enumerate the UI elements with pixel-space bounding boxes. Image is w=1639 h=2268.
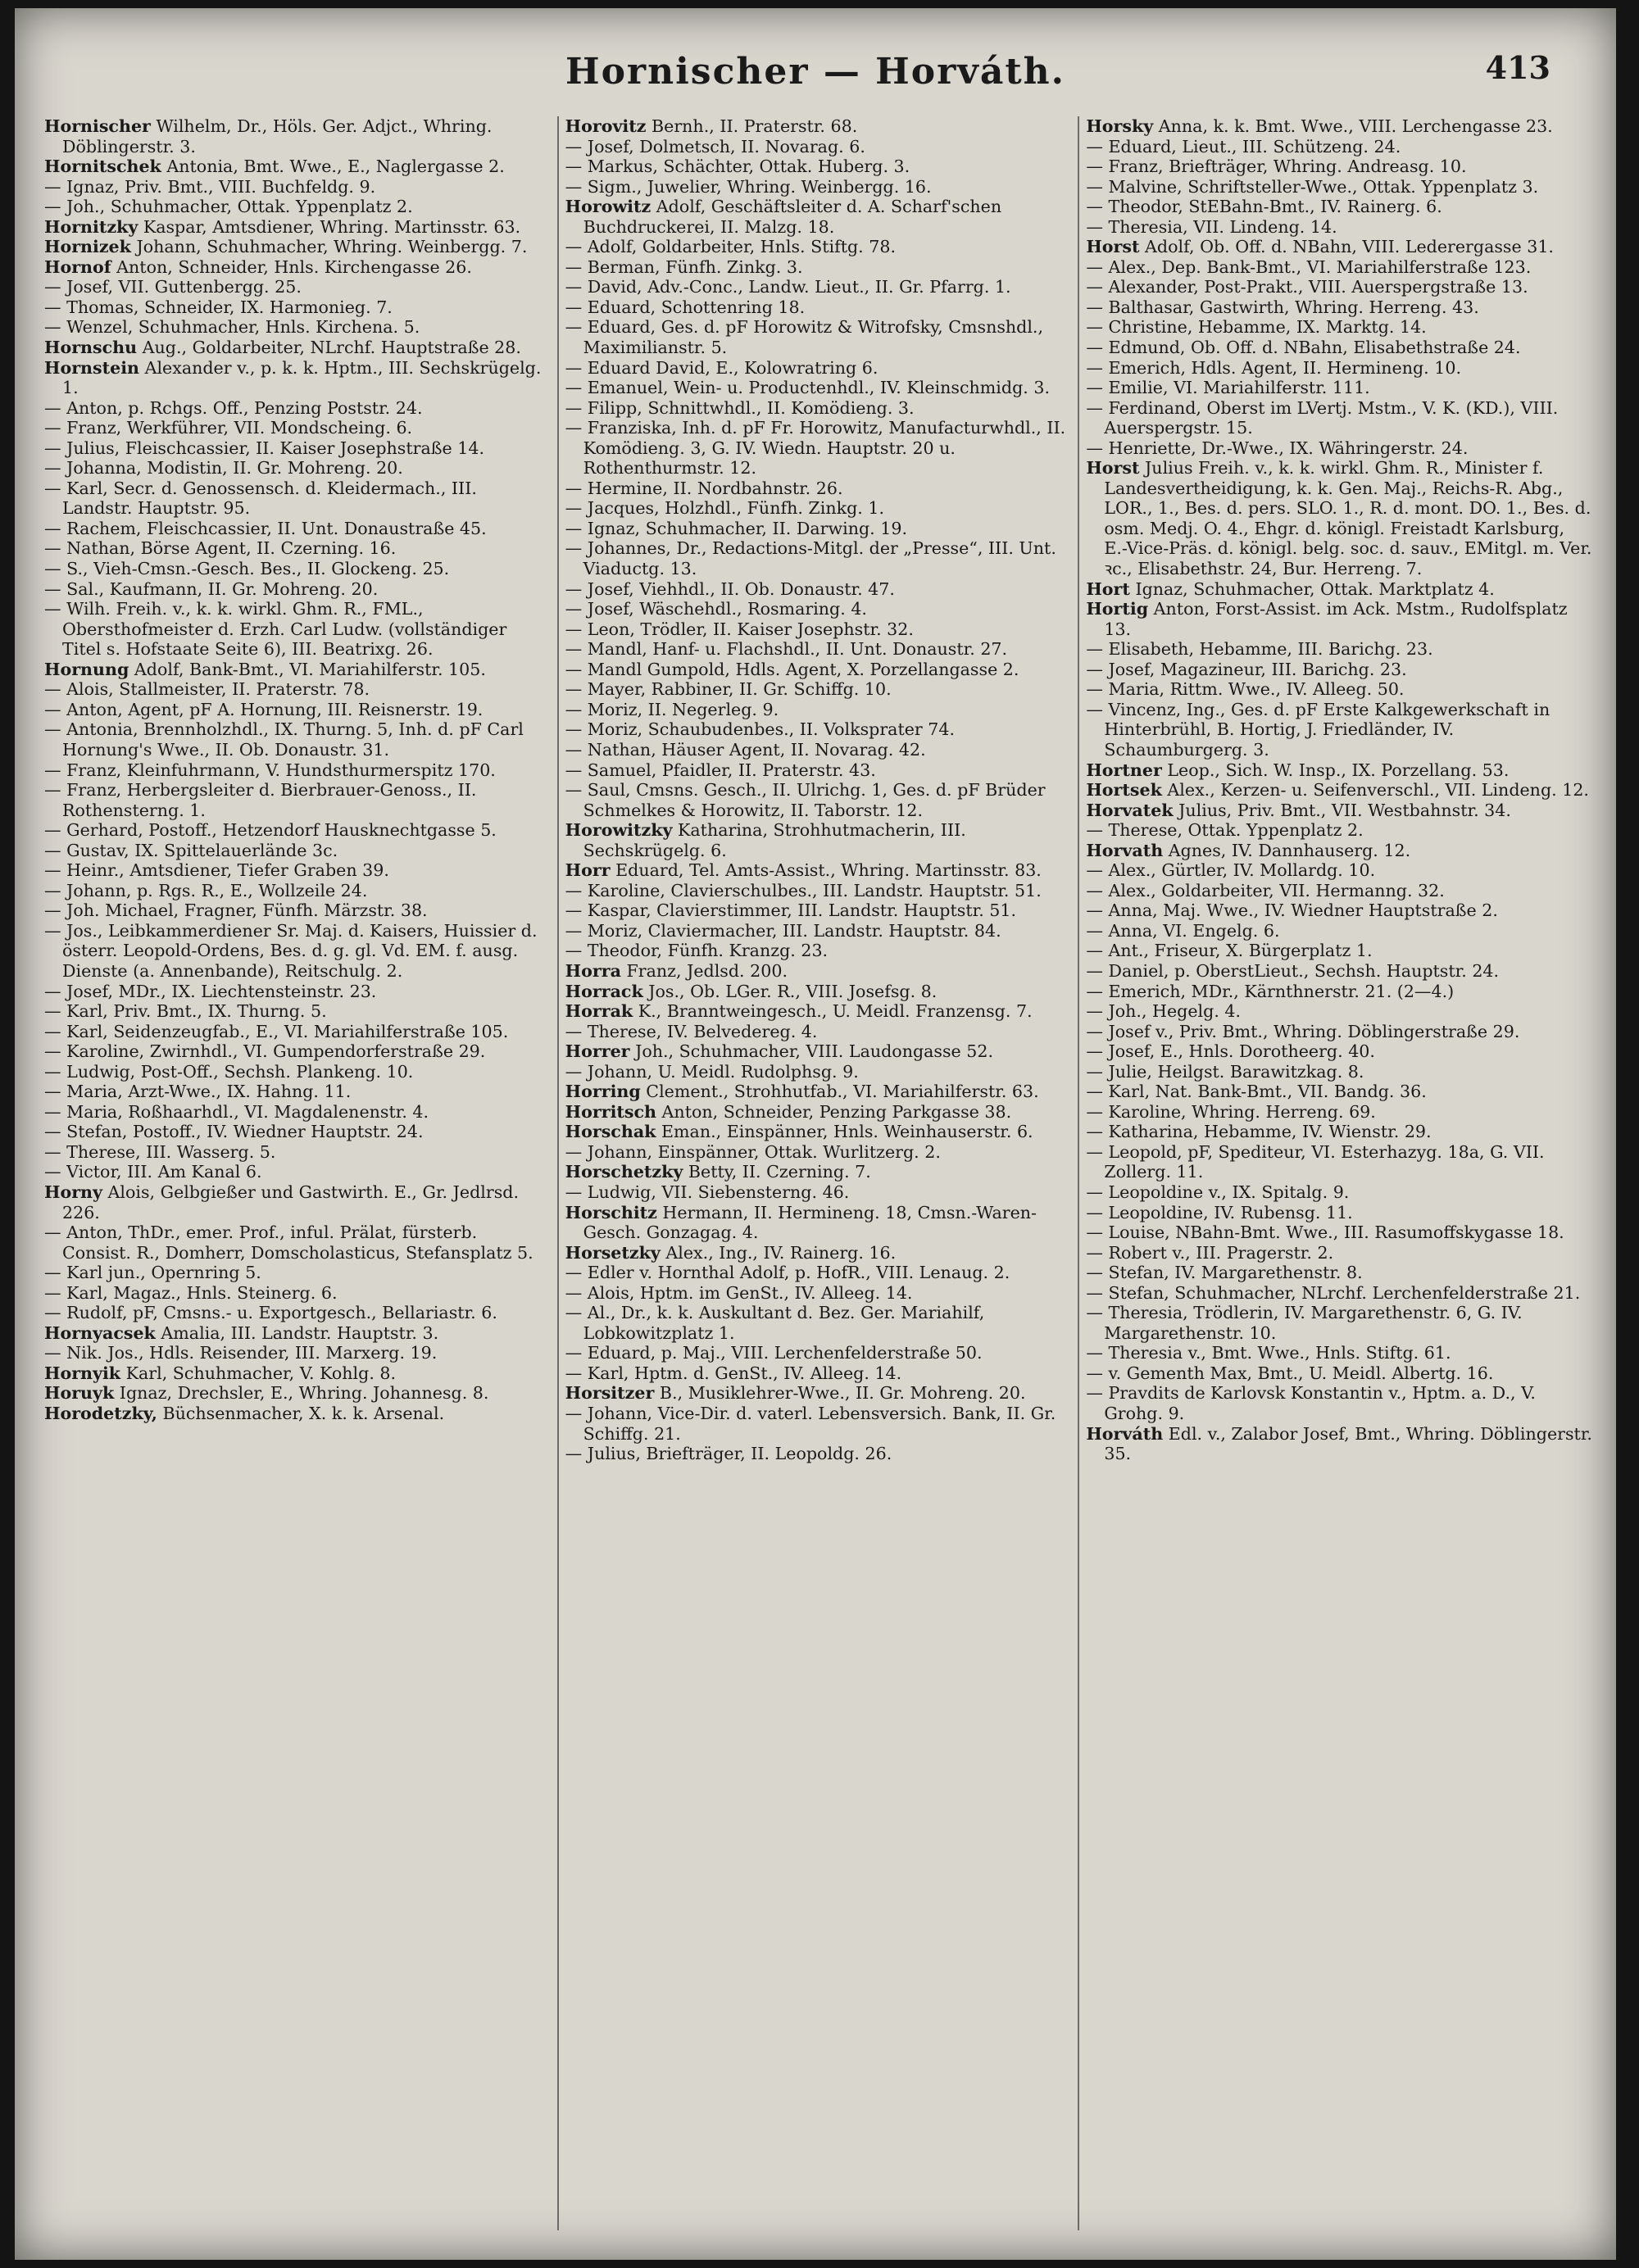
directory-entry: — Julie, Heilgst. Barawitzkag. 8. bbox=[1086, 1061, 1364, 1082]
directory-entry: — Alois, Stallmeister, II. Praterstr. 78. bbox=[44, 679, 370, 700]
directory-entry: — S., Vieh-Cmsn.-Gesch. Bes., II. Glockeng. 25. bbox=[44, 559, 450, 579]
directory-entry: Horsky Anna, k. k. Bmt. Wwe., VIII. Lerchengasse 23. bbox=[1086, 116, 1553, 136]
directory-entry: — Johann, Vice-Dir. d. vaterl. Lebensversich. Bank, II. Gr. Schiffg. 21. bbox=[565, 1404, 1056, 1444]
directory-entry: — Sigm., Juwelier, Whring. Weinbergg. 16. bbox=[565, 176, 932, 197]
column-middle bbox=[559, 116, 1080, 2230]
directory-entry: — Julius, Fleischcassier, II. Kaiser Josephstraße 14. bbox=[44, 438, 484, 458]
directory-entry: Hortner Leop., Sich. W. Insp., IX. Porzellang. 53. bbox=[1086, 760, 1510, 780]
directory-entry: — Therese, IV. Belvedereg. 4. bbox=[565, 1021, 818, 1041]
directory-entry: — Stefan, IV. Margarethenstr. 8. bbox=[1086, 1263, 1363, 1283]
directory-entry: — Edler v. Hornthal Adolf, p. HofR., VIII. Lenaug. 2. bbox=[565, 1263, 1010, 1283]
directory-entry: Horvath Agnes, IV. Dannhauserg. 12. bbox=[1086, 840, 1411, 860]
directory-entry: — Joh., Schuhmacher, Ottak. Yppenplatz 2. bbox=[44, 197, 413, 217]
directory-entry: — Karl jun., Opernring 5. bbox=[44, 1263, 261, 1283]
directory-entry: Hornof Anton, Schneider, Hnls. Kirchengasse 26. bbox=[44, 256, 472, 277]
directory-entry: — Alois, Hptm. im GenSt., IV. Alleeg. 14. bbox=[565, 1282, 913, 1303]
directory-entry: Horschak Eman., Einspänner, Hnls. Weinhauserstr. 6. bbox=[565, 1122, 1033, 1142]
directory-entry: — Josef, Magazineur, III. Barichg. 23. bbox=[1086, 659, 1407, 679]
directory-entry: — Johanna, Modistin, II. Gr. Mohreng. 20. bbox=[44, 458, 403, 479]
directory-entry: — Josef, E., Hnls. Dorotheerg. 40. bbox=[1086, 1041, 1375, 1062]
directory-entry: Horrer Joh., Schuhmacher, VIII. Laudongasse 52. bbox=[565, 1041, 994, 1062]
directory-entry: Horny Alois, Gelbgießer und Gastwirth. E., Gr. Jedlrsd. 226. bbox=[44, 1182, 519, 1222]
column-left bbox=[38, 116, 559, 2230]
directory-entry: — Ferdinand, Oberst im LVertj. Mstm., V. K. (KD.), VIII. Auerspergstr. 15. bbox=[1086, 397, 1559, 438]
directory-entry: Hort Ignaz, Schuhmacher, Ottak. Marktplatz 4. bbox=[1086, 578, 1495, 599]
directory-entry: — Wilh. Freih. v., k. k. wirkl. Ghm. R., FML., Obersthofmeister d. Erzh. Carl Ludw. (vollständiger Titel s. Hofstaate Seite 6), III. Beatrixg. 26. bbox=[44, 599, 507, 660]
directory-entry: — Joh. Michael, Fragner, Fünfh. Märzstr. 38. bbox=[44, 900, 428, 921]
directory-entry: — Ludwig, Post-Off., Sechsh. Plankeng. 10. bbox=[44, 1061, 414, 1082]
directory-entry: Horvatek Julius, Priv. Bmt., VII. Westbahnstr. 34. bbox=[1086, 800, 1511, 820]
directory-entry: — Mandl Gumpold, Hdls. Agent, X. Porzellangasse 2. bbox=[565, 659, 1019, 679]
directory-entry: Horra Franz, Jedlsd. 200. bbox=[565, 960, 788, 981]
directory-entry: Hortig Anton, Forst-Assist. im Ack. Mstm., Rudolfsplatz 13. bbox=[1086, 599, 1568, 639]
directory-entry: — David, Adv.-Conc., Landw. Lieut., II. Gr. Pfarrg. 1. bbox=[565, 277, 1011, 297]
directory-entry: Horritsch Anton, Schneider, Penzing Parkgasse 38. bbox=[565, 1101, 1012, 1122]
directory-entry: — Joh., Hegelg. 4. bbox=[1086, 1001, 1242, 1022]
directory-page bbox=[15, 8, 1616, 2260]
directory-entry: — Leopoldine v., IX. Spitalg. 9. bbox=[1086, 1182, 1350, 1202]
directory-entry: — Alex., Goldarbeiter, VII. Hermanng. 32. bbox=[1086, 880, 1445, 900]
directory-entry: — Theresia, Trödlerin, IV. Margarethenstr. 6, G. IV. Margarethenstr. 10. bbox=[1086, 1303, 1523, 1343]
directory-entry: — Ant., Friseur, X. Bürgerplatz 1. bbox=[1086, 941, 1373, 961]
directory-entry: — Katharina, Hebamme, IV. Wienstr. 29. bbox=[1086, 1122, 1432, 1142]
directory-entry: Horváth Edl. v., Zalabor Josef, Bmt., Whring. Döblingerstr. 35. bbox=[1086, 1423, 1592, 1464]
directory-entry: — Nathan, Häuser Agent, II. Novarag. 42. bbox=[565, 739, 926, 760]
directory-entry: — Moriz, II. Negerleg. 9. bbox=[565, 699, 779, 719]
directory-entry: — Karl, Hptm. d. GenSt., IV. Alleeg. 14. bbox=[565, 1363, 902, 1383]
directory-entry: — Josef, VII. Guttenbergg. 25. bbox=[44, 277, 302, 297]
directory-entry: — Robert v., III. Pragerstr. 2. bbox=[1086, 1242, 1334, 1263]
directory-entry: — Henriette, Dr.-Wwe., IX. Währingerstr. 24. bbox=[1086, 438, 1469, 458]
directory-entry: — Emanuel, Wein- u. Productenhdl., IV. Kleinschmidg. 3. bbox=[565, 378, 1050, 398]
directory-entry: — Victor, III. Am Kanal 6. bbox=[44, 1162, 262, 1182]
directory-entry: — Ignaz, Priv. Bmt., VIII. Buchfeldg. 9. bbox=[44, 176, 376, 197]
directory-entry: — Rudolf, pF, Cmsns.- u. Exportgesch., Bellariastr. 6. bbox=[44, 1303, 497, 1323]
directory-entry: — Maria, Rittm. Wwe., IV. Alleeg. 50. bbox=[1086, 679, 1405, 700]
directory-entry: — Maria, Arzt-Wwe., IX. Hahng. 11. bbox=[44, 1082, 352, 1102]
directory-entry: — Thomas, Schneider, IX. Harmonieg. 7. bbox=[44, 297, 393, 317]
directory-entry: — Theresia, VII. Lindeng. 14. bbox=[1086, 216, 1337, 237]
directory-entry: — Karl, Nat. Bank-Bmt., VII. Bandg. 36. bbox=[1086, 1082, 1427, 1102]
directory-entry: — v. Gementh Max, Bmt., U. Meidl. Albertg. 16. bbox=[1086, 1363, 1494, 1383]
directory-entry: — Nathan, Börse Agent, II. Czerning. 16. bbox=[44, 538, 397, 559]
directory-entry: Horr Eduard, Tel. Amts-Assist., Whring. Martinsstr. 83. bbox=[565, 860, 1042, 881]
directory-entry: — Al., Dr., k. k. Auskultant d. Bez. Ger. Mariahilf, Lobkowitzplatz 1. bbox=[565, 1303, 985, 1343]
directory-entry: Horrack Jos., Ob. LGer. R., VIII. Josefsg. 8. bbox=[565, 981, 938, 1001]
directory-entry: — Louise, NBahn-Bmt. Wwe., III. Rasumoffskygasse 18. bbox=[1086, 1222, 1564, 1243]
directory-entry: — Jos., Leibkammerdiener Sr. Maj. d. Kaisers, Huissier d. österr. Leopold-Ordens, Bes. d. g. gl. Vd. EM. f. ausg. Dienste (a. Annenbande), Reitschulg. 2. bbox=[44, 920, 538, 981]
directory-entry: Horrak K., Branntweingesch., U. Meidl. Franzensg. 7. bbox=[565, 1001, 1033, 1022]
directory-entry: — Maria, Roßhaarhdl., VI. Magdalenenstr. 4. bbox=[44, 1101, 429, 1122]
directory-entry: — Eduard, Ges. d. pF Horowitz & Witrofsky, Cmsnshdl., Maximilianstr. 5. bbox=[565, 317, 1044, 358]
directory-entry: — Kaspar, Clavierstimmer, III. Landstr. Hauptstr. 51. bbox=[565, 900, 1017, 921]
directory-entry: — Theresia v., Bmt. Wwe., Hnls. Stiftg. 61. bbox=[1086, 1343, 1451, 1363]
directory-entry: — Josef, Viehhdl., II. Ob. Donaustr. 47. bbox=[565, 578, 895, 599]
directory-entry: Hornischer Wilhelm, Dr., Höls. Ger. Adjct., Whring. Döblingerstr. 3. bbox=[44, 116, 493, 156]
directory-entry: — Christine, Hebamme, IX. Marktg. 14. bbox=[1086, 317, 1427, 338]
directory-entry: — Mandl, Hanf- u. Flachshdl., II. Unt. Donaustr. 27. bbox=[565, 639, 1008, 660]
directory-entry: Horsitzer B., Musiklehrer-Wwe., II. Gr. Mohreng. 20. bbox=[565, 1383, 1026, 1404]
directory-entry: Hornitschek Antonia, Bmt. Wwe., E., Naglergasse 2. bbox=[44, 156, 505, 177]
directory-entry: Hornitzky Kaspar, Amtsdiener, Whring. Martinsstr. 63. bbox=[44, 216, 521, 237]
directory-entry: Horschitz Hermann, II. Hermineng. 18, Cmsn.-Waren-Gesch. Gonzagag. 4. bbox=[565, 1202, 1037, 1243]
directory-entry: — Theodor, StEBahn-Bmt., IV. Rainerg. 6. bbox=[1086, 197, 1442, 217]
directory-entry: — Franz, Briefträger, Whring. Andreasg. 10. bbox=[1086, 156, 1467, 177]
directory-entry: — Eduard, Schottenring 18. bbox=[565, 297, 806, 317]
directory-entry: — Franz, Herbergsleiter d. Bierbrauer-Genoss., II. Rothensterng. 1. bbox=[44, 780, 477, 820]
directory-entry: — Jacques, Holzhdl., Fünfh. Zinkg. 1. bbox=[565, 498, 884, 519]
directory-entry: — Samuel, Pfaidler, II. Praterstr. 43. bbox=[565, 760, 876, 780]
directory-entry: — Alexander, Post-Prakt., VIII. Auerspergstraße 13. bbox=[1086, 277, 1528, 297]
directory-entry: — Filipp, Schnittwhdl., II. Komödieng. 3. bbox=[565, 397, 915, 418]
directory-entry: — Josef, Wäschehdl., Rosmaring. 4. bbox=[565, 599, 867, 619]
directory-entry: — Emerich, Hdls. Agent, II. Hermineng. 10. bbox=[1086, 357, 1462, 378]
directory-entry: — Rachem, Fleischcassier, II. Unt. Donaustraße 45. bbox=[44, 518, 487, 538]
directory-entry: — Franziska, Inh. d. pF Fr. Horowitz, Manufacturwhdl., II. Komödieng. 3, G. IV. Wiedn. Hauptstr. 20 u. Rothenthurmstr. 12. bbox=[565, 418, 1066, 479]
column-right bbox=[1079, 116, 1599, 2230]
directory-entry: — Johann, Einspänner, Ottak. Wurlitzerg. 2. bbox=[565, 1141, 941, 1162]
directory-entry: — Hermine, II. Nordbahnstr. 26. bbox=[565, 478, 843, 498]
directory-entry: — Daniel, p. OberstLieut., Sechsh. Hauptstr. 24. bbox=[1086, 960, 1500, 981]
directory-entry: Horschetzky Betty, II. Czerning. 7. bbox=[565, 1162, 871, 1182]
directory-entry: — Karoline, Whring. Herreng. 69. bbox=[1086, 1101, 1376, 1122]
directory-entry: — Alex., Gürtler, IV. Mollardg. 10. bbox=[1086, 860, 1376, 881]
directory-entry: — Edmund, Ob. Off. d. NBahn, Elisabethstraße 24. bbox=[1086, 338, 1521, 358]
directory-entry: Horsetzky Alex., Ing., IV. Rainerg. 16. bbox=[565, 1242, 897, 1263]
directory-entry: — Markus, Schächter, Ottak. Huberg. 3. bbox=[565, 156, 910, 177]
directory-entry: — Franz, Kleinfuhrmann, V. Hundsthurmerspitz 170. bbox=[44, 760, 496, 780]
directory-entry: — Saul, Cmsns. Gesch., II. Ulrichg. 1, Ges. d. pF Brüder Schmelkes & Horowitz, II. Taborstr. 12. bbox=[565, 780, 1046, 820]
directory-entry: Hortsek Alex., Kerzen- u. Seifenverschl., VII. Lindeng. 12. bbox=[1086, 780, 1589, 801]
directory-entry: — Johann, p. Rgs. R., E., Wollzeile 24. bbox=[44, 880, 368, 900]
directory-entry: — Karl, Secr. d. Genossensch. d. Kleidermach., III. Landstr. Hauptstr. 95. bbox=[44, 478, 477, 519]
directory-entry: — Berman, Fünfh. Zinkg. 3. bbox=[565, 256, 803, 277]
directory-entry: — Alex., Dep. Bank-Bmt., VI. Mariahilferstraße 123. bbox=[1086, 256, 1532, 277]
directory-entry: — Ignaz, Schuhmacher, II. Darwing. 19. bbox=[565, 518, 908, 538]
directory-entry: Horodetzky, Büchsenmacher, X. k. k. Arsenal. bbox=[44, 1404, 445, 1423]
directory-entry: — Josef, Dolmetsch, II. Novarag. 6. bbox=[565, 136, 865, 156]
directory-entry: — Therese, III. Wasserg. 5. bbox=[44, 1141, 276, 1162]
page-number: 413 bbox=[1485, 49, 1550, 86]
directory-entry: — Karoline, Zwirnhdl., VI. Gumpendorferstraße 29. bbox=[44, 1041, 486, 1062]
directory-entry: — Johannes, Dr., Redactions-Mitgl. der „Presse“, III. Unt. Viaductg. 13. bbox=[565, 538, 1056, 579]
directory-entry: — Anna, Maj. Wwe., IV. Wiedner Hauptstraße 2. bbox=[1086, 900, 1498, 921]
directory-entry: — Karl, Priv. Bmt., IX. Thurng. 5. bbox=[44, 1001, 327, 1022]
directory-entry: — Adolf, Goldarbeiter, Hnls. Stiftg. 78. bbox=[565, 237, 897, 257]
directory-entry: — Elisabeth, Hebamme, III. Barichg. 23. bbox=[1086, 639, 1433, 660]
directory-entry: — Nik. Jos., Hdls. Reisender, III. Marxerg. 19. bbox=[44, 1343, 438, 1363]
directory-entry: — Karl, Magaz., Hnls. Steinerg. 6. bbox=[44, 1282, 338, 1303]
directory-entry: Horst Adolf, Ob. Off. d. NBahn, VIII. Lederergasse 31. bbox=[1086, 237, 1554, 257]
directory-entry: — Leopold, pF, Spediteur, VI. Esterhazyg. 18a, G. VII. Zollerg. 11. bbox=[1086, 1141, 1545, 1182]
directory-entry: Horowitzky Katharina, Strohhutmacherin, III. Sechskrügelg. 6. bbox=[565, 820, 966, 860]
directory-entry: — Pravdits de Karlovsk Konstantin v., Hptm. a. D., V. Grohg. 9. bbox=[1086, 1383, 1536, 1423]
directory-entry: Hornschu Aug., Goldarbeiter, NLrchf. Hauptstraße 28. bbox=[44, 338, 521, 358]
directory-entry: — Ludwig, VII. Siebensterng. 46. bbox=[565, 1182, 850, 1202]
directory-entry: — Eduard, p. Maj., VIII. Lerchenfelderstraße 50. bbox=[565, 1343, 983, 1363]
directory-entry: — Theodor, Fünfh. Kranzg. 23. bbox=[565, 941, 829, 961]
directory-entry: Horowitz Adolf, Geschäftsleiter d. A. Scharf'schen Buchdruckerei, II. Malzg. 18. bbox=[565, 197, 1002, 237]
directory-entry: Hornyik Karl, Schuhmacher, V. Kohlg. 8. bbox=[44, 1363, 397, 1383]
directory-entry: Hornyacsek Amalia, III. Landstr. Hauptstr. 3. bbox=[44, 1322, 439, 1343]
directory-entry: — Emilie, VI. Mariahilferstr. 111. bbox=[1086, 378, 1370, 398]
directory-entry: — Eduard, Lieut., III. Schützeng. 24. bbox=[1086, 136, 1401, 156]
directory-entry: — Stefan, Schuhmacher, NLrchf. Lerchenfelderstraße 21. bbox=[1086, 1282, 1581, 1303]
directory-entry: Hornstein Alexander v., p. k. k. Hptm., III. Sechskrügelg. 1. bbox=[44, 357, 542, 398]
directory-entry: Horst Julius Freih. v., k. k. wirkl. Ghm. R., Minister f. Landesvertheidigung, k. k. Gen. Maj., Reichs-R. Abg., LOR., 1., Bes. d. pers. SLO. 1., R. d. mont. DO. 1., Bes. d. osm. Medj. O. 4., Ehgr. d. königl. Freistadt Karlsburg, E.-Vice-Präs. d. königl. belg. soc. d. sauv., EMitgl. m. Ver. ꝛc., Elisabethstr. 24, Bur. Herreng. 7. bbox=[1086, 458, 1592, 579]
directory-entry: — Franz, Werkführer, VII. Mondscheing. 6. bbox=[44, 418, 413, 438]
directory-entry: Horuyk Ignaz, Drechsler, E., Whring. Johannesg. 8. bbox=[44, 1383, 489, 1404]
directory-entry: — Leopoldine, IV. Rubensg. 11. bbox=[1086, 1202, 1353, 1222]
directory-entry: Horring Clement., Strohhutfab., VI. Mariahilferstr. 63. bbox=[565, 1082, 1039, 1102]
directory-entry: — Moriz, Claviermacher, III. Landstr. Hauptstr. 84. bbox=[565, 920, 1001, 941]
directory-entry: — Sal., Kaufmann, II. Gr. Mohreng. 20. bbox=[44, 578, 379, 599]
directory-entry: — Heinr., Amtsdiener, Tiefer Graben 39. bbox=[44, 860, 389, 881]
directory-entry: — Vincenz, Ing., Ges. d. pF Erste Kalkgewerkschaft in Hinterbrühl, B. Hortig, J. Friedländer, IV. Schaumburgerg. 3. bbox=[1086, 699, 1550, 760]
directory-entry: — Mayer, Rabbiner, II. Gr. Schiffg. 10. bbox=[565, 679, 892, 700]
directory-entry: Hornung Adolf, Bank-Bmt., VI. Mariahilferstr. 105. bbox=[44, 659, 486, 679]
directory-entry: Hornizek Johann, Schuhmacher, Whring. Weinbergg. 7. bbox=[44, 237, 528, 257]
directory-entry: — Eduard David, E., Kolowratring 6. bbox=[565, 357, 879, 378]
directory-entry: — Julius, Briefträger, II. Leopoldg. 26. bbox=[565, 1444, 892, 1464]
directory-entry: — Malvine, Schriftsteller-Wwe., Ottak. Yppenplatz 3. bbox=[1086, 176, 1539, 197]
directory-entry: — Gerhard, Postoff., Hetzendorf Hausknechtgasse 5. bbox=[44, 820, 497, 841]
directory-entry: Horovitz Bernh., II. Praterstr. 68. bbox=[565, 116, 858, 136]
directory-entry: — Wenzel, Schuhmacher, Hnls. Kirchena. 5. bbox=[44, 317, 420, 338]
directory-entry: — Antonia, Brennholzhdl., IX. Thurng. 5, Inh. d. pF Carl Hornung's Wwe., II. Ob. Donaustr. 31. bbox=[44, 719, 524, 760]
directory-entry: — Karoline, Clavierschulbes., III. Landstr. Hauptstr. 51. bbox=[565, 880, 1042, 900]
directory-entry: — Anton, ThDr., emer. Prof., inful. Prälat, fürsterb. Consist. R., Domherr, Domscholasticus, Stefansplatz 5. bbox=[44, 1222, 533, 1263]
directory-entry: — Josef v., Priv. Bmt., Whring. Döblingerstraße 29. bbox=[1086, 1021, 1520, 1041]
directory-entry: — Anton, p. Rchgs. Off., Penzing Poststr. 24. bbox=[44, 397, 423, 418]
directory-columns bbox=[38, 116, 1599, 2230]
directory-entry: — Leon, Trödler, II. Kaiser Josephstr. 32. bbox=[565, 619, 914, 639]
directory-entry: — Gustav, IX. Spittelauerlände 3c. bbox=[44, 840, 338, 860]
page-header-title: Hornischer — Horváth. bbox=[565, 51, 1065, 93]
directory-entry: — Balthasar, Gastwirth, Whring. Herreng. 43. bbox=[1086, 297, 1479, 317]
directory-entry: — Therese, Ottak. Yppenplatz 2. bbox=[1086, 820, 1364, 841]
directory-entry: — Anton, Agent, pF A. Hornung, III. Reisnerstr. 19. bbox=[44, 699, 484, 719]
directory-entry: — Emerich, MDr., Kärnthnerstr. 21. (2—4.) bbox=[1086, 981, 1455, 1001]
directory-entry: — Moriz, Schaubudenbes., II. Volksprater 74. bbox=[565, 719, 956, 740]
directory-entry: — Karl, Seidenzeugfab., E., VI. Mariahilferstraße 105. bbox=[44, 1021, 509, 1041]
directory-entry: — Johann, U. Meidl. Rudolphsg. 9. bbox=[565, 1061, 859, 1082]
directory-entry: — Stefan, Postoff., IV. Wiedner Hauptstr. 24. bbox=[44, 1122, 424, 1142]
directory-entry: — Josef, MDr., IX. Liechtensteinstr. 23. bbox=[44, 981, 377, 1001]
directory-entry: — Anna, VI. Engelg. 6. bbox=[1086, 920, 1280, 941]
